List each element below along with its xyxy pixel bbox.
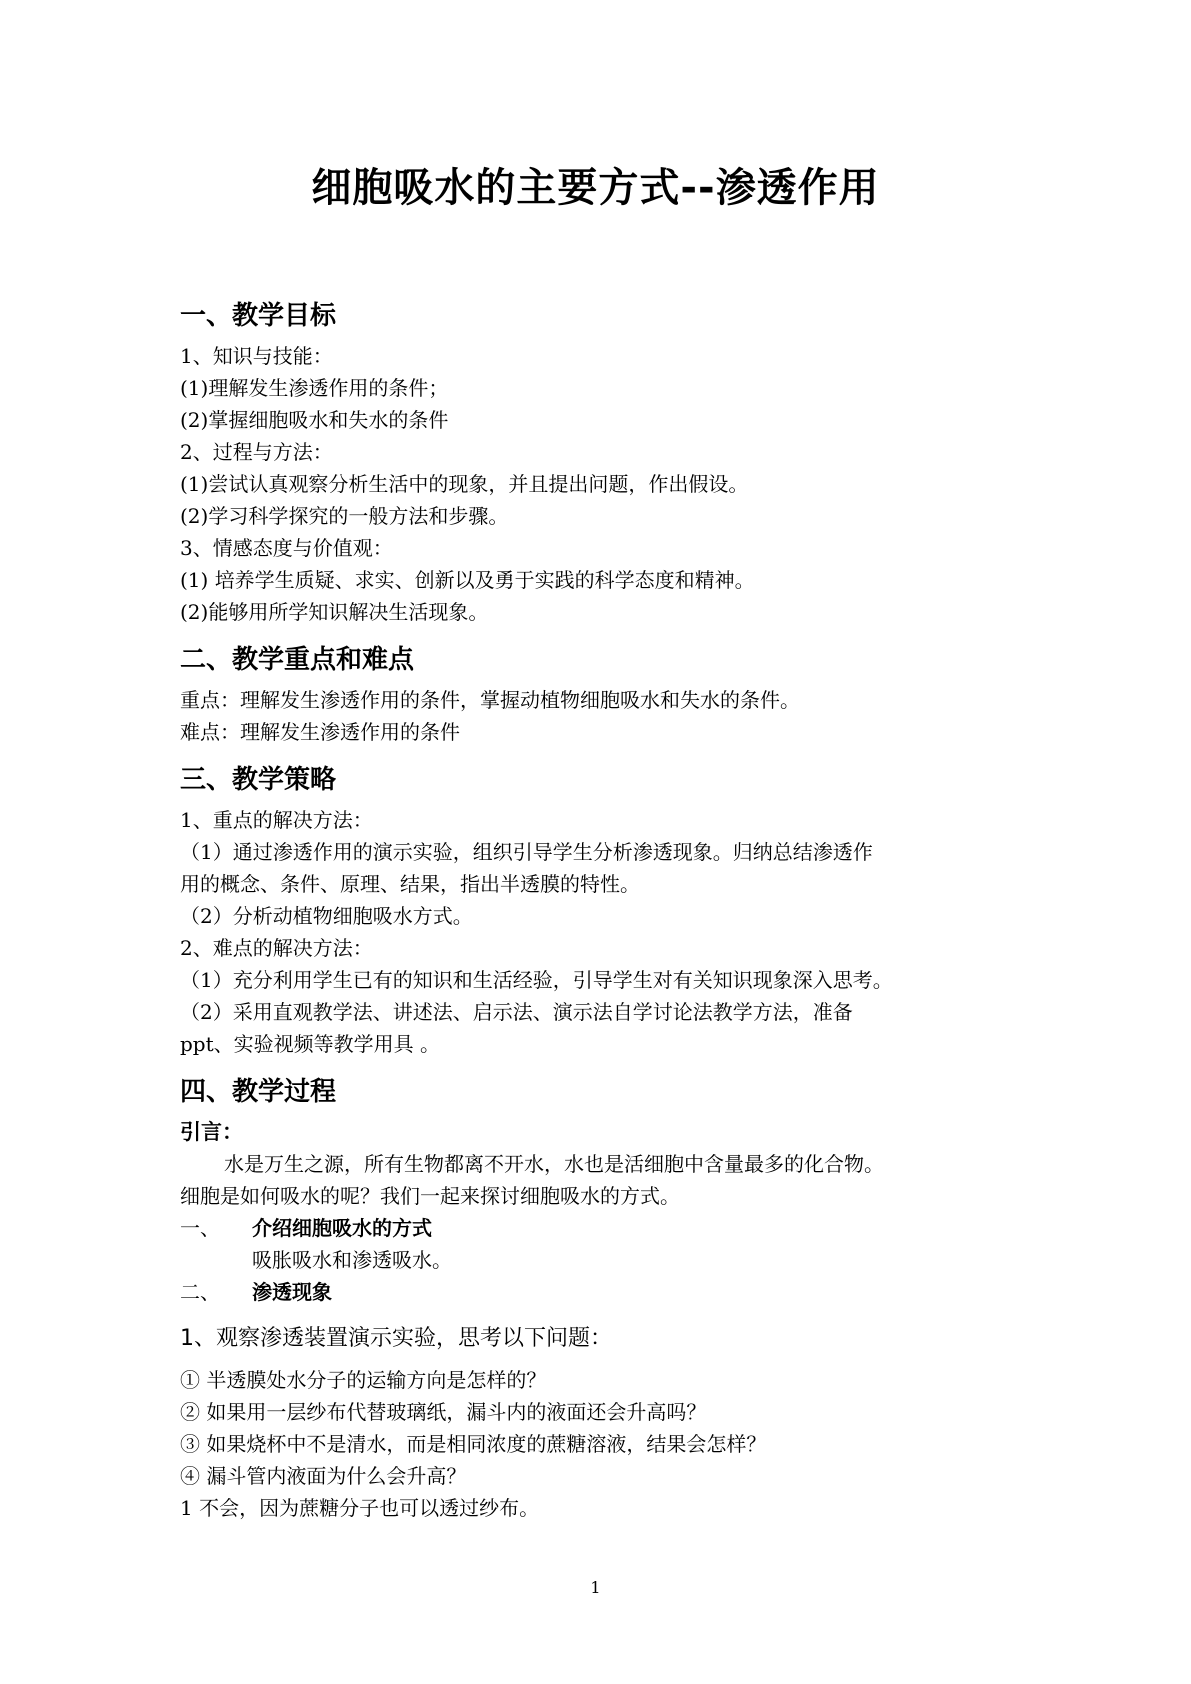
text-line: 1、知识与技能： — [180, 344, 333, 368]
process-body — [180, 1116, 1030, 1524]
intro-paragraph-line: 细胞是如何吸水的呢？我们一起来探讨细胞吸水的方式。 — [180, 1184, 680, 1208]
answer-line: 1 不会，因为蔗糖分子也可以透过纱布。 — [180, 1496, 540, 1520]
text-line: 用的概念、条件、原理、结果，指出半透膜的特性。 — [180, 872, 640, 896]
text-line: (2)学习科学探究的一般方法和步骤。 — [180, 504, 509, 528]
text-line: （2）采用直观教学法、讲述法、启示法、演示法自学讨论法教学方法，准备 — [180, 1000, 853, 1024]
text-line: （2）分析动植物细胞吸水方式。 — [180, 904, 473, 928]
text-line: 重点：理解发生渗透作用的条件，掌握动植物细胞吸水和失水的条件。 — [180, 688, 800, 712]
text-line: 1、重点的解决方法： — [180, 808, 373, 832]
section-heading-objectives: 一、教学目标 — [180, 301, 337, 331]
item-number: 一、 — [180, 1216, 220, 1240]
item-title: 渗透现象 — [252, 1280, 332, 1304]
item-subtext: 吸胀吸水和渗透吸水。 — [252, 1248, 452, 1272]
section-heading-strategy: 三、教学策略 — [180, 765, 337, 795]
text-line: 2、过程与方法： — [180, 440, 333, 464]
question-heading: 1、观察渗透装置演示实验，思考以下问题： — [180, 1326, 612, 1351]
item-title: 介绍细胞吸水的方式 — [252, 1216, 432, 1240]
text-line: ppt、实验视频等教学用具 。 — [180, 1032, 440, 1056]
numbered-item — [180, 1212, 1030, 1244]
numbered-item — [180, 1276, 1030, 1308]
text-line: (1)理解发生渗透作用的条件； — [180, 376, 449, 400]
page-title: 细胞吸水的主要方式--渗透作用 — [311, 165, 880, 211]
text-line: （1）通过渗透作用的演示实验，组织引导学生分析渗透现象。归纳总结渗透作 — [180, 840, 873, 864]
text-line: (2)掌握细胞吸水和失水的条件 — [180, 408, 449, 432]
text-line: 难点：理解发生渗透作用的条件 — [180, 720, 460, 744]
page-number: 1 — [590, 1578, 601, 1597]
section-heading-key-points: 二、教学重点和难点 — [180, 645, 415, 675]
strategy-list — [180, 804, 1030, 1060]
question-line: ② 如果用一层纱布代替玻璃纸，漏斗内的液面还会升高吗？ — [180, 1400, 707, 1424]
question-line: ① 半透膜处水分子的运输方向是怎样的？ — [180, 1368, 547, 1392]
text-line: (1)尝试认真观察分析生活中的现象，并且提出问题，作出假设。 — [180, 472, 749, 496]
text-line: (1) 培养学生质疑、求实、创新以及勇于实践的科学态度和精神。 — [180, 568, 755, 592]
text-line: 3、情感态度与价值观： — [180, 536, 393, 560]
text-line: （1）充分利用学生已有的知识和生活经验，引导学生对有关知识现象深入思考。 — [180, 968, 893, 992]
key-points-list — [180, 684, 1030, 748]
document-body — [180, 296, 1030, 1524]
intro-paragraph-line: 水是万生之源，所有生物都离不开水，水也是活细胞中含量最多的化合物。 — [224, 1152, 884, 1176]
item-number: 二、 — [180, 1280, 220, 1304]
question-line: ④ 漏斗管内液面为什么会升高？ — [180, 1464, 467, 1488]
question-line: ③ 如果烧杯中不是清水，而是相同浓度的蔗糖溶液，结果会怎样？ — [180, 1432, 767, 1456]
intro-label: 引言： — [180, 1120, 243, 1144]
objectives-list — [180, 340, 1030, 628]
text-line: 2、难点的解决方法： — [180, 936, 373, 960]
section-heading-process: 四、教学过程 — [180, 1077, 337, 1107]
text-line: (2)能够用所学知识解决生活现象。 — [180, 600, 489, 624]
